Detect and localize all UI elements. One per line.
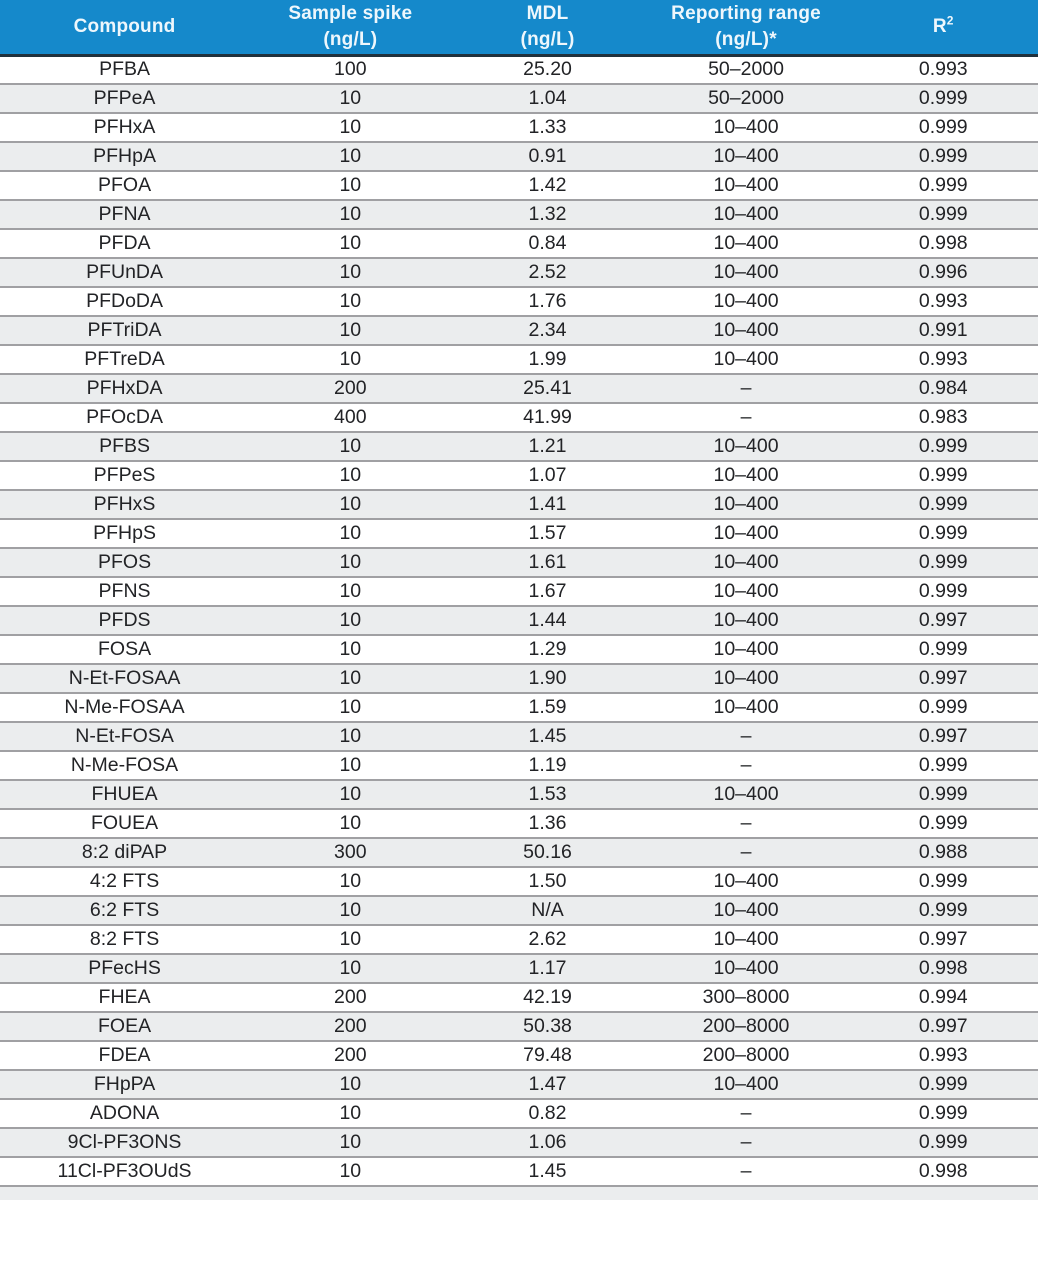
cell-r-squared: 0.999 — [849, 142, 1038, 171]
table-row — [0, 809, 1038, 838]
cell-compound: PFNA — [0, 200, 249, 229]
cell-compound: FHEA — [0, 983, 249, 1012]
cell-compound: 8:2 diPAP — [0, 838, 249, 867]
cell-reporting-range: – — [644, 1128, 849, 1157]
cell-reporting-range: 10–400 — [644, 258, 849, 287]
cell-sample-spike: 10 — [249, 809, 451, 838]
cell-mdl: 1.61 — [452, 548, 644, 577]
cell-r-squared: 0.999 — [849, 751, 1038, 780]
cell-reporting-range: – — [644, 1099, 849, 1128]
table-row — [0, 432, 1038, 461]
cell-mdl: 1.42 — [452, 171, 644, 200]
cell-reporting-range: 10–400 — [644, 519, 849, 548]
cell-mdl: 79.48 — [452, 1041, 644, 1070]
partial-next-row-strip — [0, 1187, 1038, 1200]
cell-compound: 8:2 FTS — [0, 925, 249, 954]
cell-r-squared: 0.999 — [849, 519, 1038, 548]
cell-compound: PFDoDA — [0, 287, 249, 316]
cell-sample-spike: 10 — [249, 84, 451, 113]
cell-sample-spike: 200 — [249, 374, 451, 403]
table-row — [0, 258, 1038, 287]
cell-mdl: 1.21 — [452, 432, 644, 461]
cell-sample-spike: 100 — [334, 58, 367, 81]
cell-reporting-range: 10–400 — [644, 287, 849, 316]
cell-reporting-range: 10–400 — [644, 548, 849, 577]
cell-mdl: 1.45 — [452, 722, 644, 751]
cell-sample-spike: 10 — [249, 577, 451, 606]
cell-sample-spike: 400 — [249, 403, 451, 432]
cell-reporting-range: 10–400 — [644, 664, 849, 693]
cell-sample-spike: 10 — [249, 548, 451, 577]
cell-compound: PFOcDA — [0, 403, 249, 432]
cell-compound: PFPeS — [0, 461, 249, 490]
cell-r-squared: 0.999 — [849, 693, 1038, 722]
table-row — [0, 983, 1038, 1012]
header-r-squared — [849, 0, 1038, 55]
table-row — [0, 780, 1038, 809]
cell-r-squared: 0.997 — [849, 722, 1038, 751]
cell-compound: FDEA — [0, 1041, 249, 1070]
cell-r-squared: 0.993 — [849, 345, 1038, 374]
cell-r-squared: 0.999 — [849, 809, 1038, 838]
cell-sample-spike: 10 — [249, 461, 451, 490]
cell-reporting-range: 10–400 — [644, 200, 849, 229]
table-header — [0, 0, 1038, 55]
table-row — [0, 55, 1038, 84]
header-reporting-range-line1: Reporting range — [671, 2, 821, 24]
cell-reporting-range: 10–400 — [644, 229, 849, 258]
cell-r-squared: 0.999 — [849, 171, 1038, 200]
cell-r-squared: 0.997 — [849, 664, 1038, 693]
cell-r-squared: 0.999 — [849, 461, 1038, 490]
cell-mdl: 1.53 — [452, 780, 644, 809]
cell-mdl: 0.91 — [452, 142, 644, 171]
cell-mdl: 1.50 — [452, 867, 644, 896]
cell-compound: PFTreDA — [0, 345, 249, 374]
cell-mdl: 0.82 — [452, 1099, 644, 1128]
cell-mdl: 41.99 — [452, 403, 644, 432]
cell-sample-spike: 10 — [249, 345, 451, 374]
cell-sample-spike: 10 — [249, 1128, 451, 1157]
cell-r-squared: 0.999 — [849, 84, 1038, 113]
table-row — [0, 287, 1038, 316]
cell-compound: N-Me-FOSAA — [0, 693, 249, 722]
cell-mdl: 1.57 — [452, 519, 644, 548]
cell-r-squared: 0.998 — [849, 954, 1038, 983]
cell-compound: ADONA — [0, 1099, 249, 1128]
cell-reporting-range: 10–400 — [644, 867, 849, 896]
cell-mdl: 50.38 — [452, 1012, 644, 1041]
table-row — [0, 954, 1038, 983]
cell-r-squared: 0.999 — [849, 200, 1038, 229]
cell-sample-spike: 10 — [249, 1157, 451, 1186]
cell-sample-spike: 10 — [249, 171, 451, 200]
cell-sample-spike: 10 — [249, 664, 451, 693]
cell-r-squared: 0.983 — [849, 403, 1038, 432]
cell-r-squared: 0.996 — [849, 258, 1038, 287]
cell-sample-spike: 300 — [249, 838, 451, 867]
cell-sample-spike: 10 — [249, 896, 451, 925]
cell-reporting-range: 10–400 — [644, 577, 849, 606]
cell-r-squared: 0.999 — [849, 548, 1038, 577]
cell-reporting-range: – — [644, 403, 849, 432]
cell-r-squared: 0.998 — [849, 229, 1038, 258]
cell-mdl: 1.99 — [452, 345, 644, 374]
table-row — [0, 1157, 1038, 1186]
cell-reporting-range: 10–400 — [644, 432, 849, 461]
cell-reporting-range: 10–400 — [644, 490, 849, 519]
cell-reporting-range: 10–400 — [644, 461, 849, 490]
table-row — [0, 722, 1038, 751]
cell-sample-spike: 10 — [249, 867, 451, 896]
cell-compound: FOUEA — [0, 809, 249, 838]
cell-reporting-range: 10–400 — [644, 345, 849, 374]
cell-sample-spike: 10 — [249, 606, 451, 635]
cell-compound: FOSA — [0, 635, 249, 664]
cell-sample-spike: 10 — [249, 635, 451, 664]
cell-reporting-range: 10–400 — [644, 606, 849, 635]
cell-reporting-range: 10–400 — [644, 113, 849, 142]
cell-compound: PFNS — [0, 577, 249, 606]
cell-reporting-range: 10–400 — [644, 316, 849, 345]
cell-r-squared: 0.999 — [849, 1128, 1038, 1157]
cell-reporting-range: 50–2000 — [708, 58, 784, 81]
cell-sample-spike: 10 — [249, 1099, 451, 1128]
cell-sample-spike: 10 — [249, 142, 451, 171]
table-row — [0, 345, 1038, 374]
table-row — [0, 1012, 1038, 1041]
table-body — [0, 55, 1038, 1186]
table-row — [0, 577, 1038, 606]
header-reporting-range — [644, 0, 849, 55]
cell-sample-spike: 10 — [249, 954, 451, 983]
cell-mdl: 1.59 — [452, 693, 644, 722]
cell-mdl: 1.90 — [452, 664, 644, 693]
cell-compound: PFDA — [0, 229, 249, 258]
cell-reporting-range: 10–400 — [644, 635, 849, 664]
cell-r-squared: 0.997 — [849, 925, 1038, 954]
cell-reporting-range: 10–400 — [644, 693, 849, 722]
cell-reporting-range: – — [644, 722, 849, 751]
table-row — [0, 896, 1038, 925]
table-row — [0, 838, 1038, 867]
cell-r-squared: 0.993 — [849, 287, 1038, 316]
cell-reporting-range: 10–400 — [644, 780, 849, 809]
cell-mdl: 2.52 — [452, 258, 644, 287]
cell-reporting-range: 10–400 — [644, 954, 849, 983]
cell-mdl: 25.20 — [523, 58, 572, 81]
cell-sample-spike: 10 — [249, 722, 451, 751]
table-row — [0, 461, 1038, 490]
table-row — [0, 1070, 1038, 1099]
cell-mdl: 1.47 — [452, 1070, 644, 1099]
cell-compound: 4:2 FTS — [0, 867, 249, 896]
cell-mdl: 0.84 — [452, 229, 644, 258]
header-compound — [0, 0, 249, 55]
cell-sample-spike: 10 — [249, 519, 451, 548]
cell-sample-spike: 200 — [249, 983, 451, 1012]
cell-compound: 6:2 FTS — [0, 896, 249, 925]
cell-sample-spike: 10 — [249, 258, 451, 287]
table-row — [0, 200, 1038, 229]
cell-mdl: 1.32 — [452, 200, 644, 229]
cell-compound: FHpPA — [0, 1070, 249, 1099]
cell-mdl: 2.34 — [452, 316, 644, 345]
cell-r-squared: 0.999 — [849, 432, 1038, 461]
cell-reporting-range: 50–2000 — [644, 84, 849, 113]
cell-compound: PFBA — [99, 58, 151, 81]
cell-mdl: 1.41 — [452, 490, 644, 519]
cell-sample-spike: 10 — [249, 229, 451, 258]
table-row — [0, 374, 1038, 403]
cell-mdl: 42.19 — [452, 983, 644, 1012]
cell-reporting-range: 10–400 — [644, 142, 849, 171]
cell-reporting-range: 300–8000 — [644, 983, 849, 1012]
cell-r-squared: 0.998 — [849, 1157, 1038, 1186]
cell-sample-spike: 10 — [249, 751, 451, 780]
cell-r-squared: 0.988 — [849, 838, 1038, 867]
cell-sample-spike: 10 — [249, 780, 451, 809]
cell-compound: PFOA — [0, 171, 249, 200]
cell-compound: PFHxDA — [0, 374, 249, 403]
header-sample-spike — [249, 0, 451, 55]
table-row — [0, 925, 1038, 954]
table-row — [0, 635, 1038, 664]
cell-r-squared: 0.997 — [849, 606, 1038, 635]
cell-mdl: 50.16 — [452, 838, 644, 867]
cell-sample-spike: 10 — [249, 316, 451, 345]
table-row — [0, 867, 1038, 896]
cell-reporting-range: – — [644, 1157, 849, 1186]
header-compound-label: Compound — [73, 15, 176, 37]
table-row — [0, 693, 1038, 722]
table-row — [0, 1099, 1038, 1128]
table-row — [0, 490, 1038, 519]
header-mdl-line1: MDL — [526, 2, 569, 24]
cell-sample-spike: 10 — [249, 490, 451, 519]
cell-reporting-range: 10–400 — [644, 925, 849, 954]
header-reporting-range-line2: (ng/L)* — [715, 28, 777, 50]
header-sample-spike-line2: (ng/L) — [323, 28, 378, 50]
table-row — [0, 1128, 1038, 1157]
cell-compound: FHUEA — [0, 780, 249, 809]
cell-r-squared: 0.999 — [849, 867, 1038, 896]
header-sample-spike-line1: Sample spike — [288, 2, 413, 24]
cell-compound: PFPeA — [0, 84, 249, 113]
cell-mdl: 1.19 — [452, 751, 644, 780]
cell-mdl: 1.06 — [452, 1128, 644, 1157]
table-row — [0, 606, 1038, 635]
cell-mdl: 1.29 — [452, 635, 644, 664]
cell-sample-spike: 10 — [249, 200, 451, 229]
cell-mdl: 1.33 — [452, 113, 644, 142]
cell-compound: PFHpA — [0, 142, 249, 171]
cell-compound: N-Et-FOSA — [0, 722, 249, 751]
cell-compound: PFBS — [0, 432, 249, 461]
cell-reporting-range: – — [644, 838, 849, 867]
cell-sample-spike: 10 — [249, 287, 451, 316]
cell-compound: PFOS — [0, 548, 249, 577]
cell-r-squared: 0.993 — [918, 58, 968, 81]
cell-compound: PFTriDA — [0, 316, 249, 345]
cell-compound: PFHpS — [0, 519, 249, 548]
cell-compound: N-Et-FOSAA — [0, 664, 249, 693]
cell-r-squared: 0.999 — [849, 490, 1038, 519]
header-r-squared-sup: 2 — [946, 13, 954, 28]
table-row — [0, 1041, 1038, 1070]
cell-r-squared: 0.991 — [849, 316, 1038, 345]
cell-reporting-range: 10–400 — [644, 171, 849, 200]
table-row — [0, 519, 1038, 548]
table-row — [0, 548, 1038, 577]
cell-mdl: N/A — [452, 896, 644, 925]
cell-reporting-range: – — [644, 374, 849, 403]
table-row — [0, 229, 1038, 258]
cell-sample-spike: 10 — [249, 1070, 451, 1099]
cell-mdl: 1.76 — [452, 287, 644, 316]
cell-reporting-range: 10–400 — [644, 1070, 849, 1099]
cell-r-squared: 0.999 — [849, 635, 1038, 664]
cell-reporting-range: 200–8000 — [644, 1012, 849, 1041]
cell-r-squared: 0.984 — [849, 374, 1038, 403]
cell-r-squared: 0.999 — [849, 896, 1038, 925]
cell-compound: N-Me-FOSA — [0, 751, 249, 780]
cell-sample-spike: 200 — [249, 1041, 451, 1070]
cell-compound: 9Cl-PF3ONS — [0, 1128, 249, 1157]
cell-reporting-range: – — [644, 809, 849, 838]
cell-r-squared: 0.994 — [849, 983, 1038, 1012]
cell-r-squared: 0.999 — [849, 1070, 1038, 1099]
header-mdl-line2: (ng/L) — [520, 28, 575, 50]
cell-compound: PFHxA — [0, 113, 249, 142]
cell-sample-spike: 10 — [249, 432, 451, 461]
cell-compound: PFUnDA — [0, 258, 249, 287]
cell-mdl: 1.36 — [452, 809, 644, 838]
cell-reporting-range: – — [644, 751, 849, 780]
table-row — [0, 664, 1038, 693]
cell-r-squared: 0.999 — [849, 113, 1038, 142]
cell-mdl: 1.45 — [452, 1157, 644, 1186]
cell-compound: FOEA — [0, 1012, 249, 1041]
cell-mdl: 1.07 — [452, 461, 644, 490]
cell-compound: PFHxS — [0, 490, 249, 519]
cell-r-squared: 0.997 — [849, 1012, 1038, 1041]
cell-r-squared: 0.999 — [849, 1099, 1038, 1128]
cell-mdl: 1.44 — [452, 606, 644, 635]
header-mdl — [452, 0, 644, 55]
cell-r-squared: 0.999 — [849, 577, 1038, 606]
table-row — [0, 751, 1038, 780]
cell-mdl: 1.04 — [452, 84, 644, 113]
cell-mdl: 1.17 — [452, 954, 644, 983]
header-r-squared-base: R — [932, 15, 947, 37]
table-row — [0, 142, 1038, 171]
cell-mdl: 1.67 — [452, 577, 644, 606]
cell-r-squared: 0.993 — [849, 1041, 1038, 1070]
cell-sample-spike: 10 — [249, 925, 451, 954]
cell-reporting-range: 10–400 — [644, 896, 849, 925]
table-row — [0, 84, 1038, 113]
table-row — [0, 171, 1038, 200]
cell-r-squared: 0.999 — [849, 780, 1038, 809]
cell-sample-spike: 10 — [249, 693, 451, 722]
cell-compound: PFDS — [0, 606, 249, 635]
cell-reporting-range: 200–8000 — [644, 1041, 849, 1070]
cell-mdl: 2.62 — [452, 925, 644, 954]
cell-mdl: 25.41 — [452, 374, 644, 403]
cell-compound: 11Cl-PF3OUdS — [0, 1157, 249, 1186]
cell-compound: PFecHS — [0, 954, 249, 983]
table-row — [0, 403, 1038, 432]
cell-sample-spike: 10 — [249, 113, 451, 142]
table-row — [0, 113, 1038, 142]
cell-sample-spike: 200 — [249, 1012, 451, 1041]
table-row — [0, 316, 1038, 345]
